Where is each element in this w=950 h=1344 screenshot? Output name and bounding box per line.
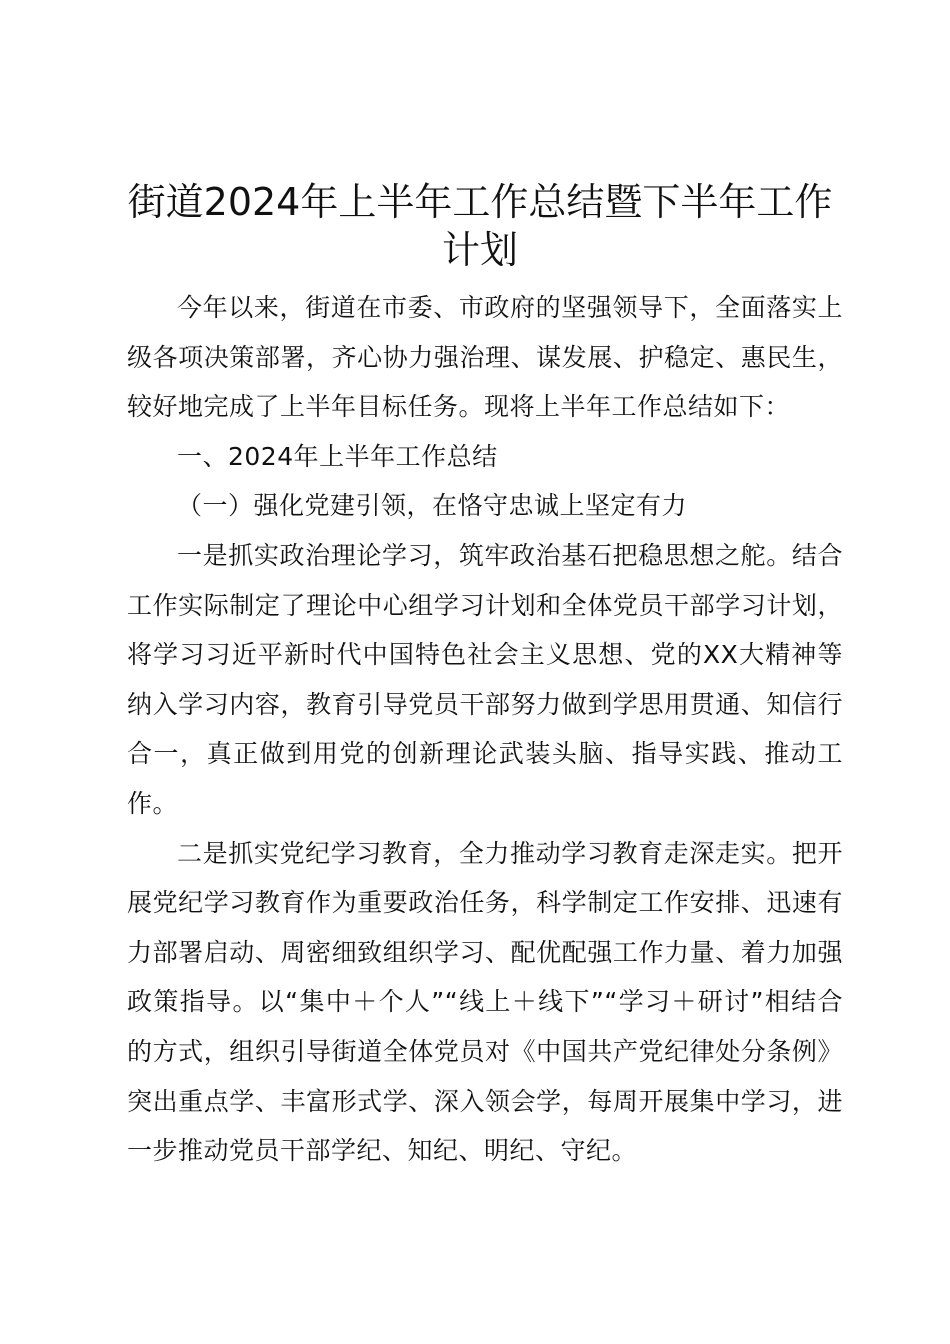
document-body	[127, 283, 843, 1176]
document-title: 街道2024年上半年工作总结暨下半年工作计划	[127, 180, 833, 272]
section-heading: 一、2024年上半年工作总结	[177, 441, 498, 471]
subsection-heading: （一）强化党建引领，在恪守忠诚上坚定有力	[177, 491, 688, 521]
body-paragraph-1: 一是抓实政治理论学习，筑牢政治基石把稳思想之舵。结合工作实际制定了理论中心组学习计划和全体党员干部学习计划，将学习习近平新时代中国特色社会主义思想、党的XX大精神等纳入学习内容，教育引导党员干部努力做到学思用贯通、知信行合一，真正做到用党的创新理论武装头脑、指导实践、推动工作。	[127, 540, 843, 818]
body-paragraph-2: 二是抓实党纪学习教育，全力推动学习教育走深走实。把开展党纪学习教育作为重要政治任务，科学制定工作安排、迅速有力部署启动、周密细致组织学习、配优配强工作力量、着力加强政策指导。以“集中＋个人”“线上＋线下”“学习＋研讨”相结合的方式，组织引导街道全体党员对《中国共产党纪律处分条例》突出重点学、丰富形式学、深入领会学，每周开展集中学习，进一步推动党员干部学纪、知纪、明纪、守纪。	[127, 838, 843, 1166]
intro-paragraph: 今年以来，街道在市委、市政府的坚强领导下，全面落实上级各项决策部署，齐心协力强治理、谋发展、护稳定、惠民生，较好地完成了上半年目标任务。现将上半年工作总结如下：	[127, 293, 843, 422]
